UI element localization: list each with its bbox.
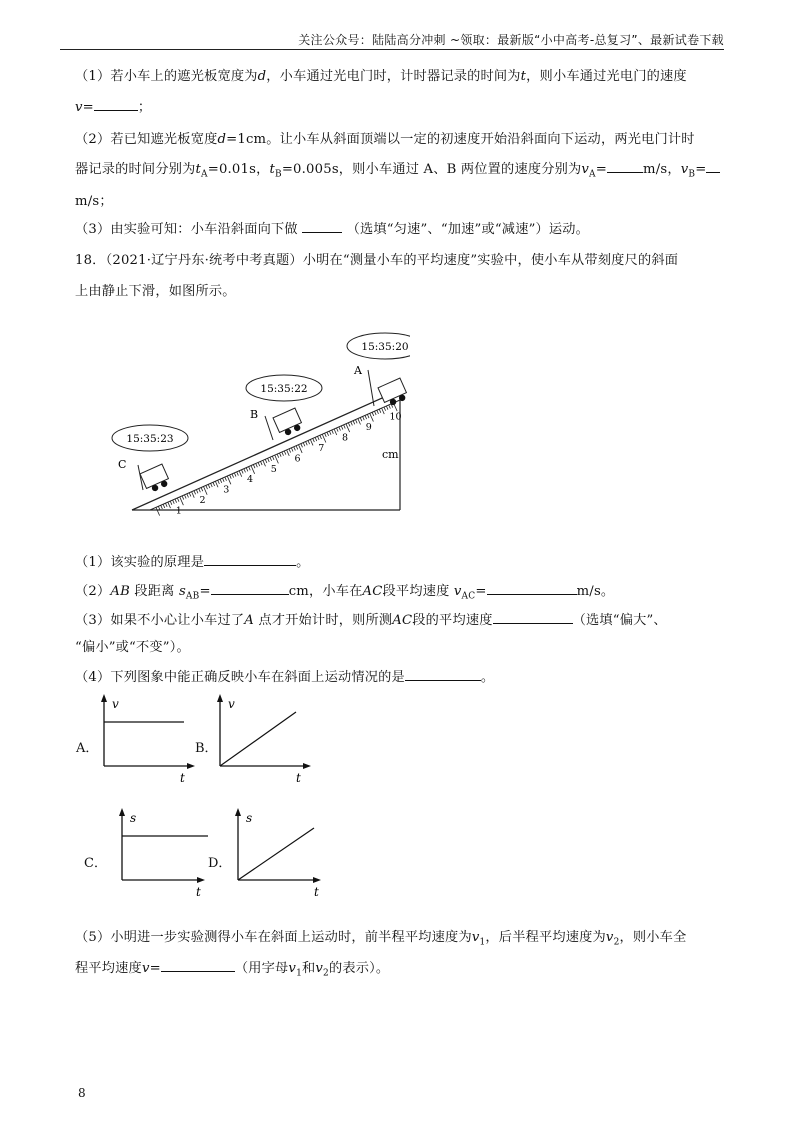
text: cm，小车在 xyxy=(288,584,363,599)
ruler-tick xyxy=(189,493,191,497)
answer-blank[interactable] xyxy=(302,219,342,233)
q18-stem-line2: 上由静止下滑，如图所示。 xyxy=(75,284,236,299)
graph-a-y-label: v xyxy=(112,697,119,711)
ruler-tick xyxy=(208,484,210,488)
ruler-tick xyxy=(177,498,179,502)
page-number: 8 xyxy=(78,1086,86,1100)
text: 。 xyxy=(480,670,495,685)
answer-blank[interactable] xyxy=(493,610,573,624)
graph-a-x-label: t xyxy=(180,771,185,785)
subscript: 1 xyxy=(479,937,486,948)
option-b-label[interactable]: B． xyxy=(195,741,218,756)
graph-d[interactable] xyxy=(230,806,330,902)
text: （3）如果不小心让小车过了 xyxy=(75,613,245,628)
text: ，则小车全 xyxy=(619,930,687,945)
ruler-tick xyxy=(353,421,355,425)
ruler-tick xyxy=(341,426,343,430)
var-v: v xyxy=(605,930,614,945)
ruler-tick-label: 3 xyxy=(223,484,230,496)
graph-a[interactable] xyxy=(96,692,196,788)
marker-b xyxy=(265,416,273,440)
text: （用字母 xyxy=(234,961,289,976)
ruler-tick xyxy=(182,496,184,500)
ruler-tick xyxy=(211,483,213,487)
text: =1cm。让小车从斜面顶端以一定的初速度开始沿斜面向下运动，两光电门计时 xyxy=(226,132,695,147)
ruler-tick-label: 9 xyxy=(365,421,372,433)
text: 器记录的时间分别为 xyxy=(75,162,196,177)
text: （2）若已知遮光板宽度 xyxy=(75,132,218,147)
text: m/s， xyxy=(643,162,681,177)
text: 点才开始计时，则所测 xyxy=(253,613,393,628)
text: m/s。 xyxy=(576,584,615,599)
var-ac: AC xyxy=(392,613,413,628)
q18-part1 xyxy=(75,551,309,570)
ruler-tick xyxy=(310,439,313,445)
ruler-tick xyxy=(334,429,337,435)
var-v: v xyxy=(75,100,83,115)
text: （4）下列图象中能正确反映小车在斜面上运动情况的是 xyxy=(75,670,405,685)
label-b: B xyxy=(250,408,259,421)
var-ab: AB xyxy=(110,584,130,599)
ruler-tick xyxy=(194,491,196,495)
cart-b xyxy=(273,408,304,438)
text: = xyxy=(149,961,161,976)
graph-d-line xyxy=(238,828,314,880)
graph-c-y-label: s xyxy=(130,811,137,825)
q18-part5-line1 xyxy=(75,926,686,948)
ruler-tick xyxy=(192,492,195,498)
clock-b-text: 15:35:22 xyxy=(260,383,308,395)
clock-c-text: 15:35:23 xyxy=(126,433,174,445)
ruler-tick xyxy=(367,414,369,418)
graph-d-y-label: s xyxy=(246,811,253,825)
answer-blank[interactable] xyxy=(204,552,296,566)
ruler-tick xyxy=(360,418,362,422)
ruler-tick xyxy=(163,504,165,508)
ruler-tick xyxy=(161,505,163,509)
subscript: A xyxy=(589,169,596,180)
q17-part2-line2 xyxy=(75,158,720,180)
q18-part3-line2: “偏小”或“不变”）。 xyxy=(75,640,190,655)
q17-part1-line1 xyxy=(75,65,687,84)
ruler-tick xyxy=(244,469,246,473)
text: 段距离 xyxy=(130,584,179,599)
text: 。 xyxy=(296,555,310,570)
ruler-tick xyxy=(339,427,341,431)
ruler-tick xyxy=(220,479,222,483)
text: 程平均速度 xyxy=(75,961,142,976)
answer-blank[interactable] xyxy=(211,581,289,595)
ruler-tick xyxy=(365,415,367,419)
ruler-tick xyxy=(256,464,258,468)
q18-part4 xyxy=(75,666,494,685)
var-v: v xyxy=(453,584,462,599)
incline-diagram xyxy=(110,330,410,520)
ruler-tick xyxy=(379,409,381,413)
var-d: d xyxy=(257,69,267,84)
var-v: v xyxy=(315,961,324,976)
page-header xyxy=(60,31,724,50)
ruler-tick xyxy=(265,459,267,463)
ruler-tick-label: 4 xyxy=(247,474,254,486)
ruler-tick xyxy=(351,422,353,426)
text: ，后半程平均速度为 xyxy=(485,930,606,945)
q17-part2-line1 xyxy=(75,128,695,147)
q18-part5-line2 xyxy=(75,957,389,979)
var-t: t xyxy=(269,162,275,177)
ruler-tick xyxy=(382,408,385,414)
ruler-tick xyxy=(289,449,291,453)
answer-blank[interactable] xyxy=(607,159,643,173)
cart-c xyxy=(140,464,171,494)
ruler-tick xyxy=(377,410,379,414)
ruler-tick xyxy=(175,499,177,503)
ruler-tick xyxy=(282,452,284,456)
q17-part3-line xyxy=(75,218,589,237)
var-v: v xyxy=(471,930,480,945)
clock-a-text: 15:35:20 xyxy=(361,341,409,353)
graph-b-line xyxy=(220,712,296,766)
ruler-tick xyxy=(272,456,274,460)
option-c-label[interactable]: C． xyxy=(84,856,107,871)
ruler-tick xyxy=(287,450,290,456)
graph-c-x-label: t xyxy=(196,885,201,899)
ruler-tick xyxy=(223,478,225,482)
header-text: 关注公众号：陆陆高分冲刺 ~领取：最新版“小中高考-总复习”、最新试卷下载 xyxy=(298,33,724,47)
ruler-tick xyxy=(384,407,386,411)
text: ，小车通过光电门时，计时器记录的时间为 xyxy=(266,69,521,84)
text: = xyxy=(595,162,607,177)
ruler-tick xyxy=(166,503,168,507)
ruler-tick xyxy=(332,430,334,434)
label-a: A xyxy=(354,364,362,377)
subscript: 2 xyxy=(613,937,620,948)
answer-blank[interactable] xyxy=(94,97,138,111)
var-t: t xyxy=(520,69,527,84)
text: = xyxy=(695,162,707,177)
ruler-tick xyxy=(185,495,187,499)
label-c: C xyxy=(118,458,127,471)
q18-part3-line1 xyxy=(75,609,667,628)
ruler-tick xyxy=(187,494,189,498)
answer-blank[interactable] xyxy=(487,581,577,595)
text: （选填“偏大”、 xyxy=(572,613,667,628)
answer-blank[interactable] xyxy=(706,159,720,173)
ruler-tick xyxy=(263,460,266,466)
q17-part2-line3 xyxy=(75,190,113,209)
ruler-tick xyxy=(372,412,374,416)
q17-part1-line2 xyxy=(75,96,151,115)
ruler-tick xyxy=(325,433,327,437)
text: = xyxy=(475,584,487,599)
ruler-tick-label: 2 xyxy=(199,495,206,507)
ruler-tick xyxy=(294,447,296,451)
ruler-tick xyxy=(389,405,391,409)
subscript: 2 xyxy=(323,968,329,979)
text: =0.01s， xyxy=(207,162,270,177)
ruler-tick xyxy=(246,468,248,472)
unit-label: cm xyxy=(382,448,399,461)
ruler-tick xyxy=(232,474,234,478)
text: （2） xyxy=(75,584,111,599)
ruler-tick-label: 1 xyxy=(175,505,182,517)
ruler-tick xyxy=(320,435,322,439)
option-d-label[interactable]: D． xyxy=(208,856,232,871)
incline-top xyxy=(132,390,400,510)
text: 和 xyxy=(302,961,316,976)
ruler-tick-label: 7 xyxy=(318,442,325,454)
var-v: v xyxy=(581,162,590,177)
ruler-tick xyxy=(258,462,260,466)
ruler-tick xyxy=(234,473,236,477)
marker-a xyxy=(368,370,374,406)
ruler-tick xyxy=(237,472,239,476)
var-v: v xyxy=(141,961,150,976)
graph-b-y-label: v xyxy=(228,697,235,711)
text: （3）由实验可知：小车沿斜面向下做 xyxy=(75,222,298,237)
ruler-tick xyxy=(173,500,175,504)
subscript: B xyxy=(688,169,696,180)
var-d: d xyxy=(217,132,227,147)
ruler-tick xyxy=(239,471,242,477)
subscript: A xyxy=(201,169,208,180)
ruler-tick xyxy=(218,480,220,484)
ruler-tick xyxy=(268,458,270,462)
graph-b[interactable] xyxy=(212,692,312,788)
text: m/s； xyxy=(75,194,113,209)
option-a-label[interactable]: A． xyxy=(76,741,99,756)
ruler-tick xyxy=(329,431,331,435)
ruler-tick xyxy=(270,457,272,461)
ruler-tick xyxy=(363,416,365,420)
var-v: v xyxy=(288,961,297,976)
ruler-tick xyxy=(196,490,198,494)
ruler-tick xyxy=(375,411,377,415)
subscript: AB xyxy=(185,591,200,602)
q18-part2 xyxy=(75,580,614,602)
ruler-tick xyxy=(315,437,317,441)
ruler-tick xyxy=(206,485,208,489)
var-s: s xyxy=(178,584,186,599)
text: ，则小车通过光电门的速度 xyxy=(526,69,687,84)
ruler-tick xyxy=(344,425,346,429)
q18-stem-line1: 18．（2021·辽宁丹东·统考中考真题）小明在“测量小车的平均速度”实验中，使小车从带刻度尺的斜面 xyxy=(75,253,679,268)
ruler-tick-label: 5 xyxy=(270,463,277,475)
ruler-tick xyxy=(199,489,201,493)
var-v: v xyxy=(680,162,689,177)
ruler-tick-label: 10 xyxy=(389,411,402,423)
text: （1）若小车上的遮光板宽度为 xyxy=(75,69,258,84)
ruler-tick xyxy=(201,488,203,492)
text: ； xyxy=(137,100,152,115)
ruler-tick xyxy=(242,470,244,474)
ruler-tick xyxy=(348,423,350,427)
ruler-tick-label: 8 xyxy=(342,432,349,444)
answer-blank[interactable] xyxy=(161,958,235,972)
ruler-tick xyxy=(386,406,388,410)
ruler-tick xyxy=(337,428,339,432)
text: = xyxy=(82,100,94,115)
text: （1）该实验的原理是 xyxy=(75,555,205,570)
graph-b-x-label: t xyxy=(296,771,301,785)
answer-blank[interactable] xyxy=(405,667,481,681)
ruler-tick xyxy=(215,481,218,487)
ruler-tick xyxy=(213,482,215,486)
graph-c[interactable] xyxy=(114,806,214,902)
var-a: A xyxy=(244,613,254,628)
ruler-tick xyxy=(313,438,315,442)
ruler-tick xyxy=(277,454,279,458)
text: 段的平均速度 xyxy=(412,613,493,628)
ruler-tick xyxy=(280,453,282,457)
var-ac: AC xyxy=(362,584,383,599)
text: （选填“匀速”、“加速”或“减速”）运动。 xyxy=(346,222,590,237)
ruler-tick xyxy=(284,451,286,455)
ruler-tick xyxy=(306,442,308,446)
subscript: B xyxy=(274,169,282,180)
ruler-tick xyxy=(318,436,320,440)
ruler-tick xyxy=(168,502,171,508)
ruler-tick xyxy=(358,419,361,425)
ruler-tick xyxy=(308,441,310,445)
ruler-tick xyxy=(291,448,293,452)
ruler-tick xyxy=(249,467,251,471)
cart-a xyxy=(378,378,409,408)
ruler-tick xyxy=(261,461,263,465)
ruler-tick xyxy=(356,420,358,424)
ruler-tick xyxy=(303,443,305,447)
ruler-tick xyxy=(230,475,232,479)
ruler-tick xyxy=(327,432,329,436)
graph-d-x-label: t xyxy=(314,885,319,899)
ruler-tick xyxy=(225,477,227,481)
ruler-tick-label: 6 xyxy=(294,453,301,465)
text: = xyxy=(199,584,211,599)
text: （5）小明进一步实验测得小车在斜面上运动时，前半程平均速度为 xyxy=(75,930,472,945)
subscript: 1 xyxy=(296,968,302,979)
text: 的表示）。 xyxy=(328,961,390,976)
ruler-tick xyxy=(170,501,172,505)
text: 段平均速度 xyxy=(382,584,454,599)
ruler-tick xyxy=(296,446,298,450)
text: =0.005s，则小车通过 A、B 两位置的速度分别为 xyxy=(281,162,582,177)
ruler-tick xyxy=(301,444,303,448)
var-t: t xyxy=(195,162,201,177)
subscript: AC xyxy=(461,591,476,602)
ruler-tick xyxy=(253,465,255,469)
